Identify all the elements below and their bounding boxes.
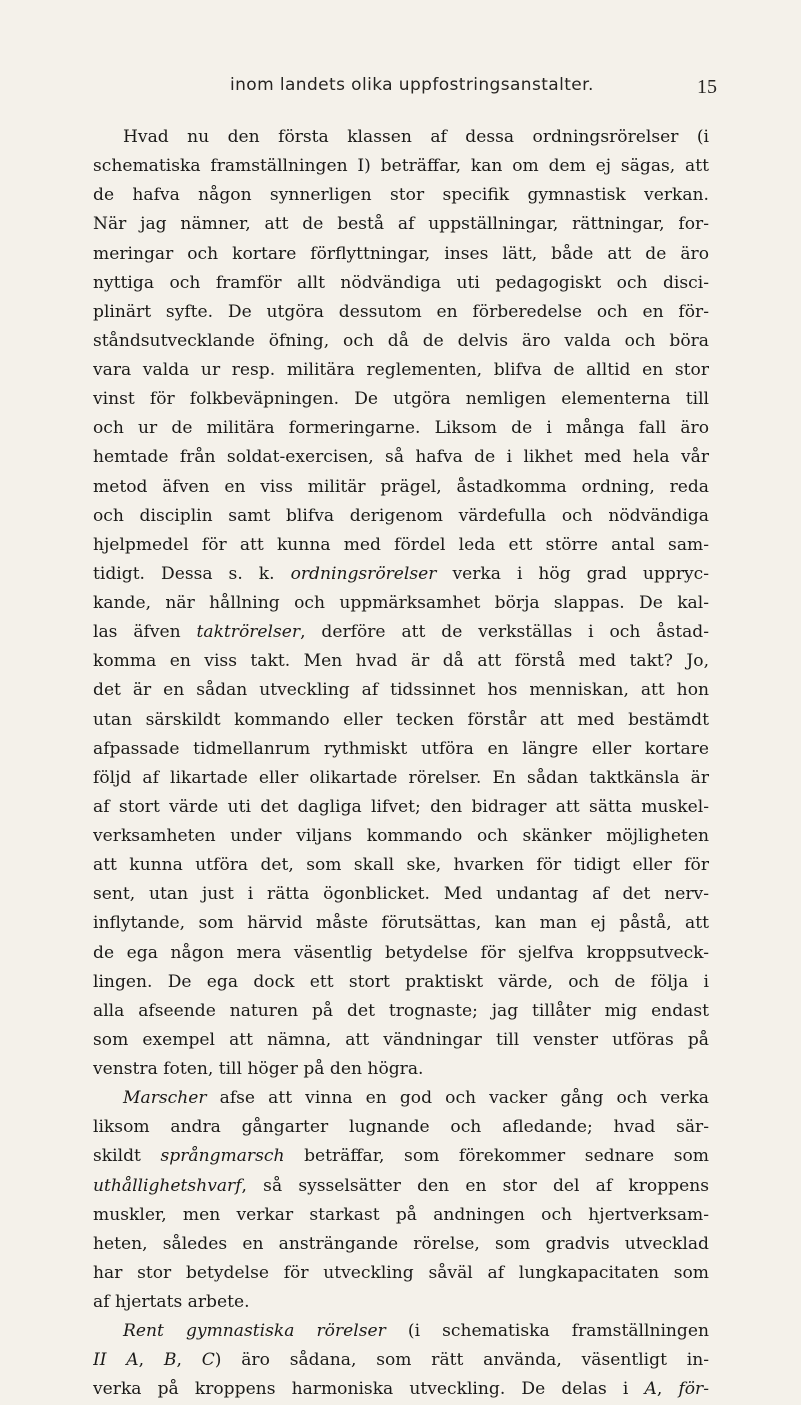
text-line [93, 1026, 709, 1055]
italic-term: B [163, 1350, 177, 1371]
text-run: metod äfven en viss militär prägel, åstadkomma ordning, reda [93, 476, 709, 497]
text-run: har stor betydelse för utveckling såväl af lungkapacitaten som [93, 1262, 709, 1283]
text-run: utan särskildt kommando eller tecken förstår att med bestämdt [93, 709, 709, 730]
text-line [93, 1230, 709, 1259]
text-line [93, 327, 709, 356]
text-run: venstra foten, till höger på den högra. [93, 1059, 424, 1079]
text-line [93, 939, 709, 968]
text-run: lingen. De ega dock ett stort praktiskt värde, och de följa i [93, 971, 709, 992]
page-number: 15 [697, 76, 717, 98]
text-line [93, 676, 709, 705]
text-line [93, 647, 709, 676]
text-line [93, 1317, 709, 1346]
text-run: hemtade från soldat-exercisen, så hafva de i likhet med hela vår [93, 447, 709, 468]
text-run: , så sysselsätter den en stor del af kroppens [241, 1175, 709, 1196]
text-line [93, 1201, 709, 1230]
text-line [93, 909, 709, 938]
text-run: de ega någon mera väsentlig betydelse för sjelfva kroppsutveck- [93, 942, 709, 963]
text-run: och disciplin samt blifva derigenom värdefulla och nödvändiga [93, 505, 709, 526]
text-run: följd af likartade eller olikartade rörelser. En sådan taktkänsla är [93, 767, 709, 788]
italic-term: språngmarsch [160, 1146, 285, 1167]
italic-term: Rent gymnastiska rörelser [123, 1321, 386, 1342]
text-run: verka på kroppens harmoniska utveckling. De delas i [93, 1379, 645, 1400]
text-run: afse att vinna en god och vacker gång och verka [206, 1088, 709, 1109]
text-line [93, 560, 709, 589]
text-line [93, 997, 709, 1026]
text-line [93, 822, 709, 851]
text-line [93, 443, 709, 472]
text-run: verka i hög grad uppryc- [436, 563, 709, 584]
text-line [93, 618, 709, 647]
text-run: de hafva någon synnerligen stor specifik gymnastisk verkan. [93, 185, 709, 206]
text-line [93, 356, 709, 385]
text-run: kande, när hållning och uppmärksamhet börja slappas. De kal- [93, 593, 709, 613]
text-line [93, 240, 709, 269]
italic-term: för- [678, 1379, 709, 1400]
italic-term: II A [93, 1350, 139, 1371]
text-line [93, 1142, 709, 1171]
italic-term: ordningsrörelser [290, 563, 437, 584]
text-line [93, 502, 709, 531]
italic-term: A [644, 1379, 657, 1400]
text-line [93, 764, 709, 793]
italic-term: C [201, 1350, 215, 1371]
text-line [93, 269, 709, 298]
text-run: af hjertats arbete. [93, 1292, 250, 1312]
text-run: skildt [93, 1146, 161, 1167]
text-run: hjelpmedel för att kunna med fördel leda ett större antal sam- [93, 534, 709, 555]
text-run: beträffar, som förekommer sednare som [284, 1146, 709, 1167]
text-run: meringar och kortare förflyttningar, inses lätt, både att de äro [93, 243, 709, 264]
text-run: , [656, 1379, 679, 1400]
text-run: verksamheten under viljans kommando och skänker möjligheten [93, 826, 709, 846]
text-run: När jag nämner, att de bestå af uppställningar, rättningar, for- [93, 214, 709, 235]
text-line [93, 123, 709, 152]
text-run: nyttiga och framför allt nödvändiga uti pedagogiskt och disci- [93, 272, 709, 293]
body-text [93, 123, 709, 1405]
text-line [93, 589, 709, 618]
text-run: alla afseende naturen på det trognaste; jag tillåter mig endast [93, 1000, 709, 1021]
text-run: ) äro sådana, som rätt använda, väsentligt in- [214, 1350, 709, 1371]
text-run: ståndsutvecklande öfning, och då de delvis äro valda och böra [93, 330, 709, 351]
text-line [93, 1346, 709, 1375]
text-line [93, 706, 709, 735]
text-line [93, 968, 709, 997]
text-line [93, 181, 709, 210]
text-run: schematiska framställningen I) beträffar, kan om dem ej sägas, att [93, 156, 709, 177]
text-run: Hvad nu den första klassen af dessa ordningsrörelser (i [123, 127, 709, 147]
text-line [93, 210, 709, 239]
text-line [93, 385, 709, 414]
text-line [93, 531, 709, 560]
text-run: inflytande, som härvid måste förutsättas, kan man ej påstå, att [93, 913, 709, 934]
text-line [93, 1259, 709, 1288]
text-run: tidigt. Dessa s. k. [93, 563, 291, 584]
text-run: komma en viss takt. Men hvad är då att förstå med takt? Jo, [93, 651, 709, 672]
text-line [93, 473, 709, 502]
text-line [93, 880, 709, 909]
text-run: och ur de militära formeringarne. Liksom de i många fall äro [93, 418, 709, 439]
text-run: afpassade tidmellanrum rythmiskt utföra en längre eller kortare [93, 738, 709, 759]
italic-term: taktrörelser [196, 622, 301, 643]
text-line [93, 1375, 709, 1404]
text-run: , [138, 1350, 164, 1371]
italic-term: uthållighetshvarf [93, 1175, 242, 1196]
text-run: som exempel att nämna, att vändningar till venster utföras på [93, 1029, 709, 1050]
text-line [93, 298, 709, 327]
running-title: inom landets olika uppfostringsanstalter. [230, 75, 594, 95]
text-line [93, 793, 709, 822]
text-line [93, 1288, 709, 1317]
text-line [93, 1113, 709, 1142]
text-line [93, 1172, 709, 1201]
text-run: att kunna utföra det, som skall ske, hvarken för tidigt eller för [93, 855, 709, 876]
text-line [93, 414, 709, 443]
text-run: plinärt syfte. De utgöra dessutom en förberedelse och en för- [93, 301, 709, 322]
text-line [93, 152, 709, 181]
text-run: , derföre att de verkställas i och åstad- [300, 622, 709, 643]
text-run: , [176, 1350, 202, 1371]
italic-term: Marscher [123, 1088, 207, 1109]
text-run: vara valda ur resp. militära reglementen, blifva de alltid en stor [93, 360, 709, 380]
text-run: muskler, men verkar starkast på andningen och hjertverksam- [93, 1204, 709, 1225]
text-line [93, 735, 709, 764]
text-run: af stort värde uti det dagliga lifvet; den bidrager att sätta muskel- [93, 796, 709, 817]
text-run: sent, utan just i rätta ögonblicket. Med undantag af det nerv- [93, 884, 709, 905]
text-run: heten, således en ansträngande rörelse, som gradvis utvecklad [93, 1233, 709, 1254]
text-run: liksom andra gångarter lugnande och afledande; hvad sär- [93, 1117, 709, 1138]
text-line [93, 851, 709, 880]
text-run: det är en sådan utveckling af tidssinnet hos menniskan, att hon [93, 680, 709, 701]
text-line [93, 1084, 709, 1113]
text-run: vinst för folkbeväpningen. De utgöra nemligen elementerna till [93, 389, 709, 410]
text-run: las äfven [93, 622, 197, 643]
text-line [93, 1055, 709, 1084]
text-run: (i schematiska framställningen [385, 1321, 709, 1342]
